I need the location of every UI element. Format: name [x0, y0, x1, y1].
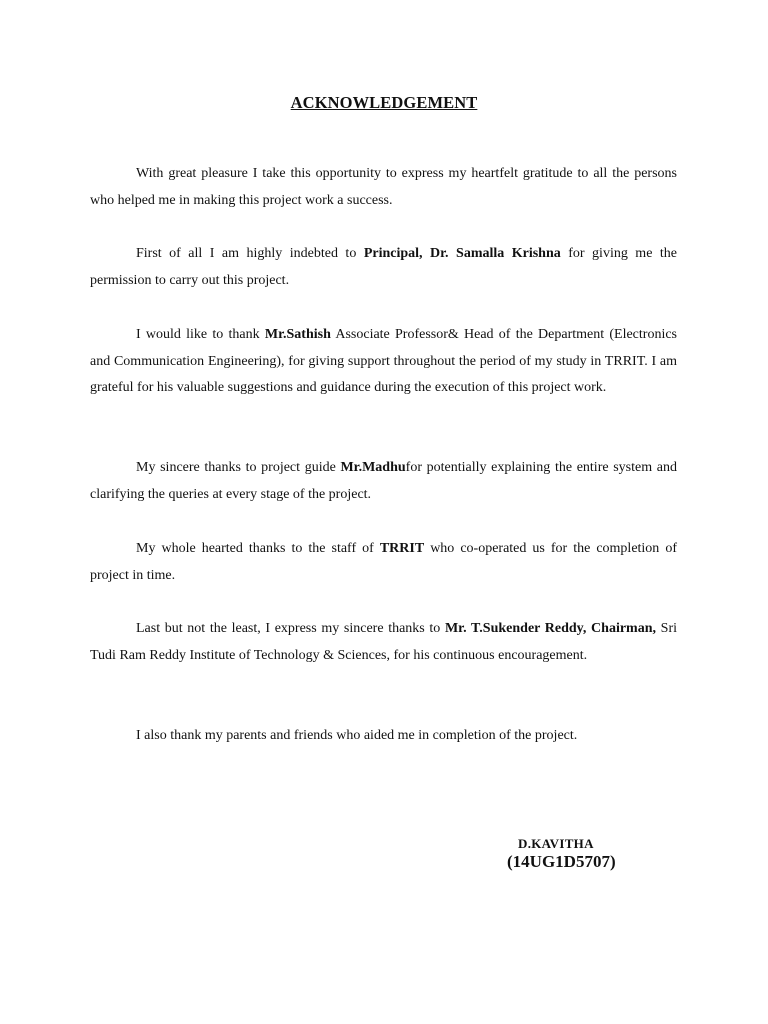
signature-id: (14UG1D5707) — [507, 852, 616, 871]
paragraph-principal — [90, 241, 677, 294]
paragraph-text: I also thank my parents and friends who aided me in completion of the project. — [136, 728, 578, 743]
paragraph-chairman — [90, 616, 677, 669]
paragraph-text: Sri Tudi Ram Reddy Institute of Technology & Sciences, for his continuous encouragement. — [90, 621, 677, 663]
paragraph-emphasis: Mr.Sathish — [264, 327, 331, 342]
paragraph-text: Associate Professor& Head of the Department (Electronics and Communication Engineering), for giving support throughout the period of my study in TRRIT. I am grateful for his valuable suggestions and guidance during the execution of this project work. — [90, 327, 678, 396]
paragraph-text: My whole hearted thanks to the staff of — [136, 541, 380, 556]
paragraph-emphasis: Principal, Dr. Samalla Krishna — [363, 246, 561, 261]
paragraph-parents — [90, 723, 677, 750]
paragraph-emphasis: Mr. T.Sukender Reddy, Chairman, — [444, 621, 656, 636]
paragraph-text: for potentially explaining the entire system and clarifying the queries at every stage of the project. — [90, 460, 677, 502]
signature-name: D.KAVITHA — [518, 836, 594, 851]
paragraph-emphasis: TRRIT — [379, 541, 425, 556]
paragraph-text: who co-operated us for the completion of project in time. — [90, 541, 677, 583]
paragraph-hod — [90, 322, 677, 402]
paragraph-emphasis: Mr.Madhu — [340, 460, 406, 475]
paragraph-text: I would like to thank — [136, 327, 265, 342]
paragraph-text: Last but not the least, I express my sincere thanks to — [136, 621, 445, 636]
paragraph-guide — [90, 455, 677, 508]
paragraph-text: First of all I am highly indebted to — [136, 246, 364, 261]
paragraph-text: for giving me the permission to carry out this project. — [90, 246, 677, 288]
paragraph-text: With great pleasure I take this opportunity to express my heartfelt gratitude to all the persons who helped me in making this project work a success. — [90, 166, 677, 208]
paragraph-text: My sincere thanks to project guide — [136, 460, 341, 475]
paragraph-staff — [90, 536, 677, 589]
paragraph-gratitude — [90, 161, 677, 214]
page-title: ACKNOWLEDGEMENT — [290, 93, 478, 112]
